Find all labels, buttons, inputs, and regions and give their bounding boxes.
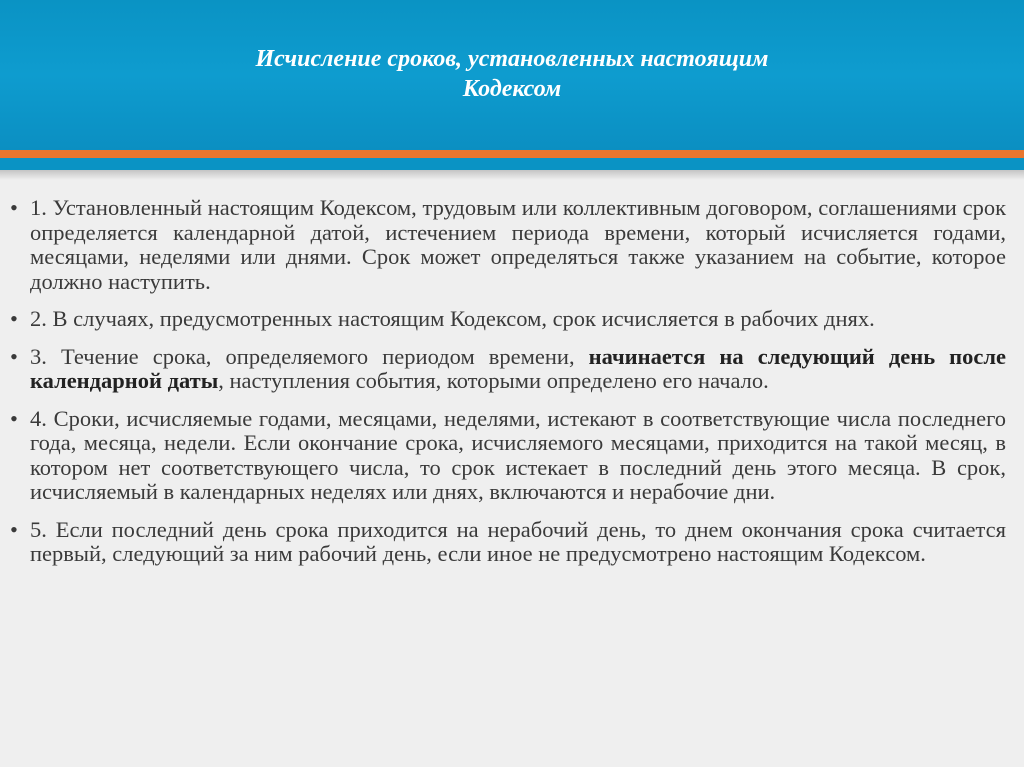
list-item-4 — [8, 407, 1006, 505]
list-item-text: 4. Сроки, исчисляемые годами, месяцами, неделями, истекают в соответствующие числа последнего года, месяца, недели. Если окончание срока, исчисляемого месяцами, приходится на такой месяц, в котором нет соответствующего числа, то срок истекает в последний день этого месяца. В срок, исчисляемый в календарных неделях или днях, включаются и нерабочие дни. — [30, 405, 1006, 504]
list-item-3 — [8, 345, 1006, 394]
teal-divider-stripe — [0, 158, 1024, 170]
slide-header — [0, 0, 1024, 150]
list-item-text-bold: начинается на следующий день после календарной даты — [30, 343, 1006, 393]
bullet-list — [8, 196, 1006, 580]
list-item-text: 2. В случаях, предусмотренных настоящим Кодексом, срок исчисляется в рабочих днях. — [30, 306, 875, 331]
list-item-text: 1. Установленный настоящим Кодексом, трудовым или коллективным договором, соглашениями срок определяется календарной датой, истечением периода времени, который исчисляется годами, месяцами, неделями или днями. Срок может определяться также указанием на событие, которое должно наступить. — [30, 195, 1006, 294]
bullet-icon: • — [10, 195, 18, 220]
bullet-icon: • — [10, 306, 18, 331]
list-item-text-start: 3. Течение срока, определяемого периодом времени, — [30, 343, 589, 369]
bullet-icon: • — [10, 343, 18, 369]
orange-divider-stripe — [0, 150, 1024, 158]
list-item-1 — [8, 196, 1006, 294]
list-item-5 — [8, 518, 1006, 567]
header-shadow — [0, 170, 1024, 180]
slide-title-line-1: Исчисление сроков, установленных настоящим — [255, 46, 769, 72]
list-item-2 — [8, 307, 1006, 332]
bullet-icon: • — [10, 516, 18, 542]
list-item-text-end: , наступления события, которыми определено его начало. — [218, 368, 769, 393]
slide-title-line-2: Кодексом — [462, 76, 562, 102]
bullet-icon: • — [10, 405, 18, 431]
list-item-text: 5. Если последний день срока приходится на нерабочий день, то днем окончания срока считается первый, следующий за ним рабочий день, если иное не предусмотрено настоящим Кодексом. — [30, 516, 1006, 566]
slide-title — [0, 44, 1024, 104]
